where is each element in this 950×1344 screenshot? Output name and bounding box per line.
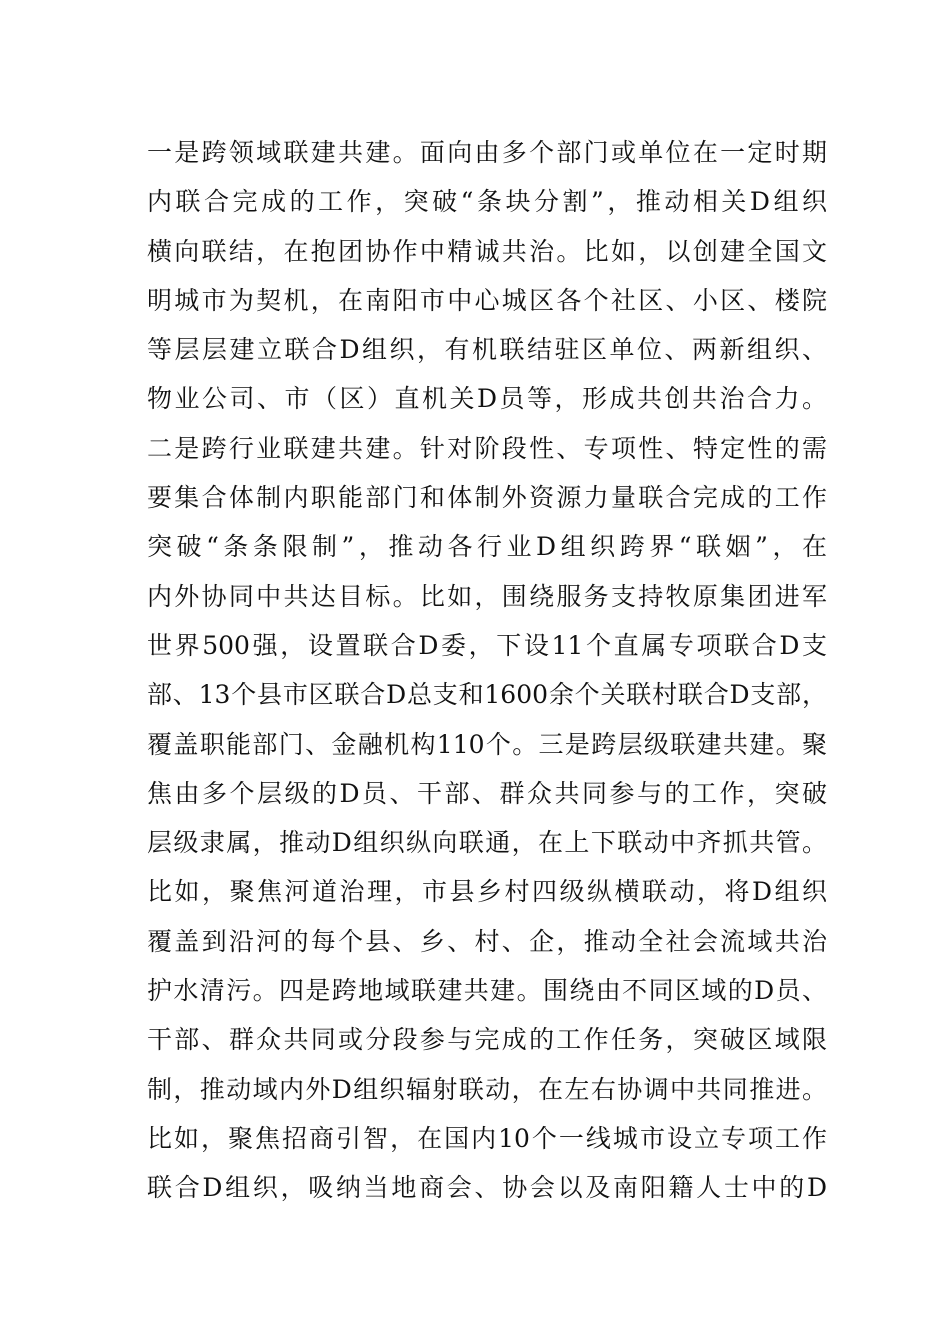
text-line: 比如，聚焦招商引智，在国内10个一线城市设立专项工作 [147,1123,827,1153]
text-line: 联合D组织，吸纳当地商会、协会以及南阳籍人士中的D [147,1173,827,1203]
text-line: 横向联结，在抱团协作中精诚共治。比如，以创建全国文 [147,236,827,266]
text-line: 突破“条条限制”，推动各行业D组织跨界“联姻”，在 [147,532,827,562]
text-line: 一是跨领域联建共建。面向由多个部门或单位在一定时期 [147,138,827,167]
text-line: 物业公司、市（区）直机关D员等，形成共创共治合力。 [147,384,827,414]
text-line: 部、13个县市区联合D总支和1600余个关联村联合D支部， [147,680,827,710]
text-line: 层级隶属，推动D组织纵向联通，在上下联动中齐抓共管。 [147,828,827,858]
text-line: 干部、群众共同或分段参与完成的工作任务，突破区域限 [147,1025,827,1055]
text-line: 二是跨行业联建共建。针对阶段性、专项性、特定性的需 [147,433,827,463]
text-line: 世界500强，设置联合D委，下设11个直属专项联合D支 [147,630,827,660]
text-line: 比如，聚焦河道治理，市县乡村四级纵横联动，将D组织 [147,877,827,907]
text-line: 制，推动域内外D组织辐射联动，在左右协调中共同推进。 [147,1074,827,1104]
text-line: 明城市为契机，在南阳市中心城区各个社区、小区、楼院 [147,285,827,315]
text-line: 焦由多个层级的D员、干部、群众共同参与的工作，突破 [147,778,827,808]
body-text [147,128,827,1213]
text-line: 覆盖职能部门、金融机构110个。三是跨层级联建共建。聚 [147,729,827,759]
text-line: 护水清污。四是跨地域联建共建。围绕由不同区域的D员、 [147,976,827,1006]
text-line: 要集合体制内职能部门和体制外资源力量联合完成的工作 [147,483,827,513]
text-line: 覆盖到沿河的每个县、乡、村、企，推动全社会流域共治 [147,926,827,956]
text-line: 内联合完成的工作，突破“条块分割”，推动相关D组织 [147,187,827,217]
text-line: 等层层建立联合D组织，有机联结驻区单位、两新组织、 [147,335,827,365]
text-line: 内外协同中共达目标。比如，围绕服务支持牧原集团进军 [147,581,827,611]
